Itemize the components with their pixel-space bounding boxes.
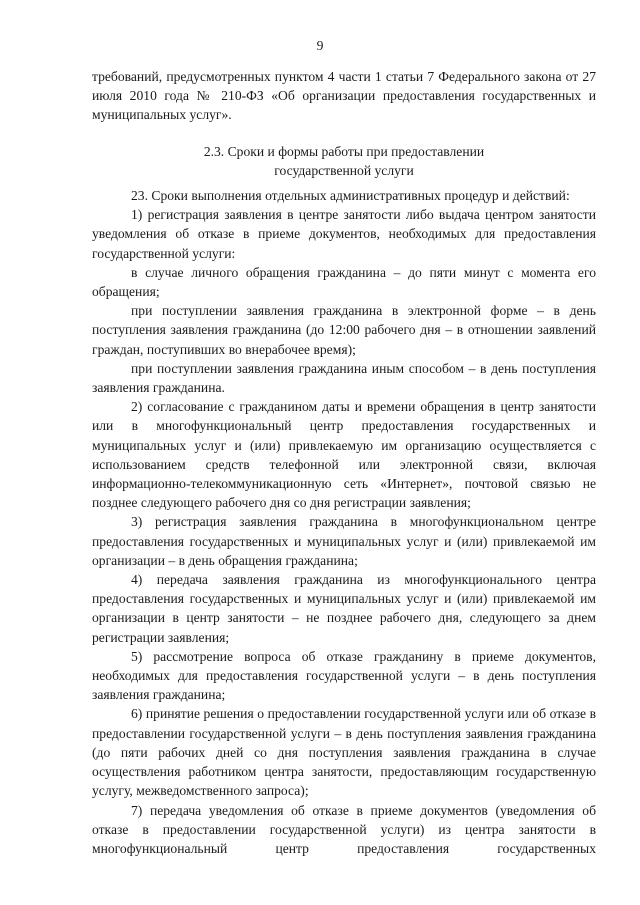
paragraph-item-1: 1) регистрация заявления в центре занятости либо выдача центром занятости уведомления об отказе в приеме документов, необходимых для предоставления государственной услуги:: [92, 207, 596, 261]
intro-paragraph: требований, предусмотренных пунктом 4 части 1 статьи 7 Федерального закона от 27 июля 2010 года № 210-ФЗ «Об организации предоставления государственных и муниципальных услуг».: [92, 69, 596, 123]
paragraph-item-4: 4) передача заявления гражданина из многофункционального центра предоставления государственных и муниципальных услуг и (или) привлекаемой им организации в центр занятости – не позднее рабочего дня, следующего за днем регистрации заявления;: [92, 572, 596, 645]
paragraph-personal-visit: в случае личного обращения гражданина – до пяти минут с момента его обращения;: [92, 264, 596, 300]
paragraph-item-7: 7) передача уведомления об отказе в приеме документов (уведомления об отказе в предоставлении государственной услуги) из центра занятости в многофункциональный центр предоставления государственных: [92, 802, 596, 856]
intro-text-block: [92, 67, 596, 125]
section-body: [92, 186, 596, 858]
paragraph-23: 23. Сроки выполнения отдельных административных процедур и действий:: [131, 188, 570, 203]
paragraph-other-method: при поступлении заявления гражданина иным способом – в день поступления заявления гражданина.: [92, 360, 596, 396]
section-heading-line-2: государственной услуги: [274, 163, 414, 179]
paragraph-item-3: 3) регистрация заявления гражданина в многофункциональном центре предоставления государственных и муниципальных услуг и (или) привлекаемой им организации – в день обращения гражданина;: [92, 514, 596, 568]
section-heading-line-1: 2.3. Сроки и формы работы при предоставлении: [203, 144, 485, 159]
paragraph-item-5: 5) рассмотрение вопроса об отказе гражданину в приеме документов, необходимых для предоставления государственной услуги – в день поступления заявления гражданина;: [92, 648, 596, 703]
paragraph-item-6: 6) принятие решения о предоставлении государственной услуги или об отказе в предоставлении государственной услуги – в день поступления заявления гражданина (до пяти рабочих дней со дня поступления заявления гражданина в случае осуществления работником центра занятости, предоставляющим государственную услугу, межведомственного запроса);: [92, 706, 596, 799]
paragraph-electronic-form: при поступлении заявления гражданина в электронной форме – в день поступления заявления гражданина (до 12:00 рабочего дня – в отношении заявлений граждан, поступивших во внерабочее время);: [92, 303, 596, 357]
section-heading: [92, 142, 596, 180]
page-number: 9: [316, 38, 324, 53]
paragraph-item-2: 2) согласование с гражданином даты и времени обращения в центр занятости или в многофункциональный центр предоставления государственных и муниципальных услуг и (или) привлекаемую им организацию осуществляется с использованием средств телефонной или электронной связи, включая информационно-телекоммуникационную сеть «Интернет», почтовой связью не позднее следующего рабочего дня со дня регистрации заявления;: [92, 399, 596, 511]
